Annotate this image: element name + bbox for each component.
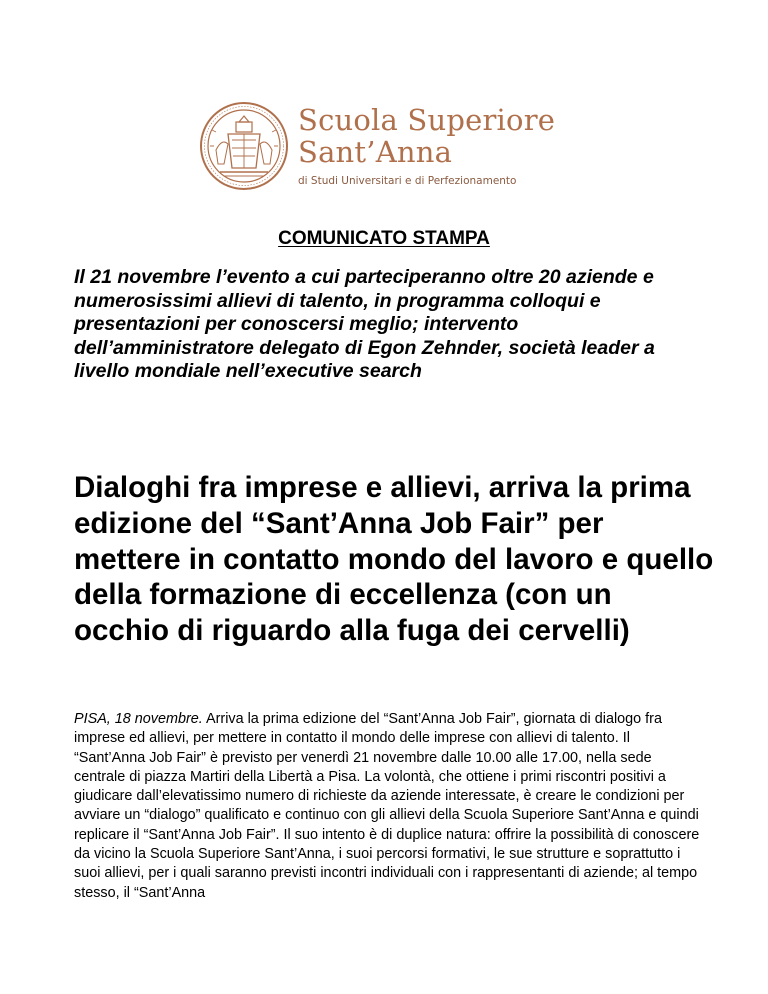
logo-line-2: Sant’Anna <box>298 135 453 169</box>
logo-wordmark <box>298 103 556 188</box>
press-release-title: COMUNICATO STAMPA <box>278 228 490 249</box>
logo-line-3: di Studi Universitari e di Perfezionamento <box>298 175 517 187</box>
dateline: PISA, 18 novembre. <box>74 711 203 727</box>
subtitle: Il 21 novembre l’evento a cui parteciperanno oltre 20 aziende e numerosissimi allievi di talento, in programma colloqui e presentazioni per conoscersi meglio; intervento dell’amministratore delegato di Egon Zehnder, società leader a livello mondiale nell’executive search <box>74 266 655 382</box>
seal-icon <box>198 100 290 192</box>
institution-logo <box>198 100 556 192</box>
body-paragraph <box>74 710 700 903</box>
body-text: Arriva la prima edizione del “Sant’Anna Job Fair”, giornata di dialogo fra imprese ed allievi, per mettere in contatto il mondo delle imprese con allievi di talento. Il “Sant’Anna Job Fair” è previsto per venerdì 21 novembre dalle 10.00 alle 17.00, nella sede centrale di piazza Martiri della Libertà a Pisa. La volontà, che ottiene i primi riscontri positivi a giudicare dall’elevatissimo numero di richieste da aziende interessate, è creare le condizioni per avviare un “dialogo” qualificato e continuo con gli allievi della Scuola Superiore Sant’Anna e quindi replicare il “Sant’Anna Job Fair”. Il suo intento è di duplice natura: offrire la possibilità di conoscere da vicino la Scuola Superiore Sant’Anna, i suoi percorsi formativi, le sue strutture e soprattutto i suoi allievi, per i quali saranno previsti incontri individuali con i rappresentanti di aziende; al tempo stesso, il “Sant’Anna <box>74 711 700 901</box>
headline: Dialoghi fra imprese e allievi, arriva la prima edizione del “Sant’Anna Job Fair” per mettere in contatto mondo del lavoro e quello della formazione di eccellenza (con un occhio di riguardo alla fuga dei cervelli) <box>74 471 714 648</box>
logo-line-1: Scuola Superiore <box>298 103 556 137</box>
